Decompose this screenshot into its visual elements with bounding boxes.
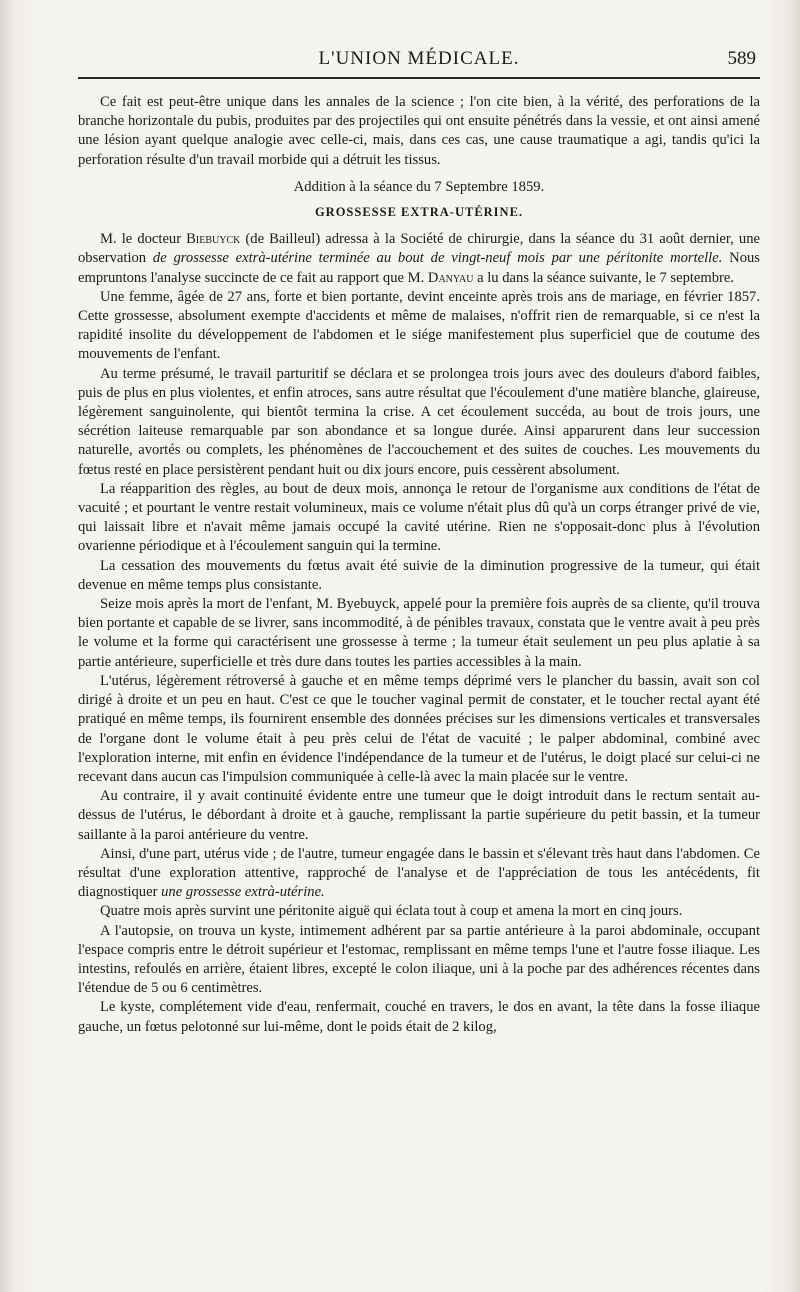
observation-title: de grossesse extrà-utérine terminée au bout de vingt-neuf mois par une péritonite mortelle. [152, 250, 723, 267]
paragraph-5: La cessation des mouvements du fœtus avait été suivie de la diminution progressive de la tumeur, qui était devenue en même temps plus consistante. [78, 557, 760, 593]
paragraph-4: La réapparition des règles, au bout de deux mois, annonça le retour de l'organisme aux conditions de l'état de vacuité ; et pourtant le ventre restait volumineux, mais ce volume n'était plus dû qu'à un corps étranger privé de vie, qui laissait libre et n'avait même jamais occupé la cavité utérine. Rien ne s'opposait-donc plus à l'évolution ovarienne périodique et à l'écoulement sanguin qui la termine. [78, 480, 760, 555]
page-number: 589 [727, 48, 756, 69]
header-rule [78, 77, 760, 79]
paragraph-11: A l'autopsie, on trouva un kyste, intimement adhérent par sa partie antérieure à la paroi abdominale, occupant l'espace compris entre le détroit supérieur et l'estomac, remplissant en même temps l'une et l'autre fosse iliaque. Les intestins, refoulés en arrière, étaient libres, excepté le colon iliaque, uni à la poche par des adhérences récentes dans l'étendue de 5 ou 6 centimètres. [78, 922, 760, 997]
paragraph-intro: Ce fait est peut-être unique dans les annales de la science ; l'on cite bien, à la vérité, des perforations de la branche horizontale du pubis, produites par des projectiles qui ont ensuite pénétrés dans la vessie, et ont ainsi amené une lésion ayant quelque analogie avec celle-ci, mais, dans ces cas, une cause traumatique a agi, tandis qu'ici la perforation résulte d'un travail morbide qui a détruit les tissus. [78, 94, 760, 168]
paragraph-8: Au contraire, il y avait continuité évidente entre une tumeur que le doigt introduit dans le rectum sentait au-dessus de l'utérus, le débordant à droite et à gauche, remplissant la partie supérieure du petit bassin, et la tumeur saillante à la paroi antérieure du ventre. [78, 788, 760, 843]
paragraph-1 [78, 230, 760, 288]
paragraph-10: Quatre mois après survint une péritonite aiguë qui éclata tout à coup et amena la mort en cinq jours. [100, 903, 683, 920]
paragraph-2: Une femme, âgée de 27 ans, forte et bien portante, devint enceinte après trois ans de mariage, en février 1857. Cette grossesse, absolument exempte d'accidents et même de malaises, n'offrit rien de remarquable, si ce n'est la rapidité insolite du développement de l'abdomen et le siége manifestement plus superficiel que de coutume des mouvements de l'enfant. [78, 288, 760, 363]
text-run: (de Bailleul) adressa à la Société de chirurgie, dans la séance du 31 août dernier, une observation [78, 231, 760, 267]
paragraph-9 [78, 845, 760, 903]
text-run: Ainsi, d'une part, utérus vide ; de l'autre, tumeur engagée dans le bassin et s'élevant très haut dans l'abdomen. Ce résultat d'une exploration attentive, rapproché de l'analyse et de l'appréciation de tous les antécédents, fit diagnostiquer [78, 845, 760, 901]
article-body [78, 93, 760, 1037]
text-run: a lu dans la séance suivante, le 7 septembre. [473, 269, 735, 286]
diagnosis-italic: une grossesse extrà-utérine. [161, 884, 325, 901]
reporter-name: Danyau [427, 269, 474, 286]
running-header [78, 46, 760, 74]
journal-title: L'UNION MÉDICALE. [318, 48, 520, 69]
author-name: Biebuyck [186, 231, 241, 248]
paragraph-12: Le kyste, complétement vide d'eau, renfermait, couché en travers, le dos en avant, la tête dans la fosse iliaque gauche, un fœtus pelotonné sur lui-même, dont le poids était de 2 kilog, [78, 999, 760, 1035]
paragraph-6: Seize mois après la mort de l'enfant, M. Byebuyck, appelé pour la première fois auprès de sa cliente, qu'il trouva bien portante et capable de se livrer, sans incommodité, à de pénibles travaux, constata que le ventre avait à peu près le volume et la forme qui caractérisent une grossesse à terme ; la tumeur était seulement un peu plus aplatie à sa partie antérieure, superficielle et très dure dans toutes les parties accessibles à la main. [78, 596, 760, 670]
paragraph-7: L'utérus, légèrement rétroversé à gauche et en même temps déprimé vers le plancher du bassin, avait son col dirigé à droite et un peu en haut. C'est ce que le toucher vaginal permit de constater, et le toucher rectal ayant été pratiqué en même temps, ils fournirent ensemble des données précises sur les dimensions verticales et transversales de l'organe dont le volume était à peu près celui de l'état de vacuité ; le palper abdominal, combiné avec l'exploration interne, mit enfin en évidence l'indépendance de la tumeur et de l'utérus, le doigt placé sur celui-ci ne recevant dans aucun cas l'impulsion communiquée à celle-là avec la main placée sur le ventre. [78, 672, 760, 785]
text-run: M. le docteur [100, 231, 187, 248]
section-title: GROSSESSE EXTRA-UTÉRINE. [314, 205, 524, 220]
addition-heading: Addition à la séance du 7 Septembre 1859. [293, 178, 545, 195]
text-run: Nous empruntons l'analyse succincte de ce fait au rapport que M. [78, 250, 760, 286]
paragraph-3: Au terme présumé, le travail parturitif se déclara et se prolongea trois jours avec des douleurs d'abord faibles, puis de plus en plus violentes, et enfin atroces, sans autre résultat que l'écoulement d'une matière blanche, glaireuse, légèrement sanguinolente, qui bientôt termina la crise. A cet écoulement succéda, au bout de trois jours, une sécrétion laiteuse remarquable par son abondance et sa longue durée. Ainsi apparurent dans leur succession naturelle, avortés ou complets, les phénomènes de l'accouchement et des suites de couches. Les mouvements du fœtus resté en place persistèrent pendant huit ou dix jours encore, puis cessèrent absolument. [78, 365, 760, 478]
